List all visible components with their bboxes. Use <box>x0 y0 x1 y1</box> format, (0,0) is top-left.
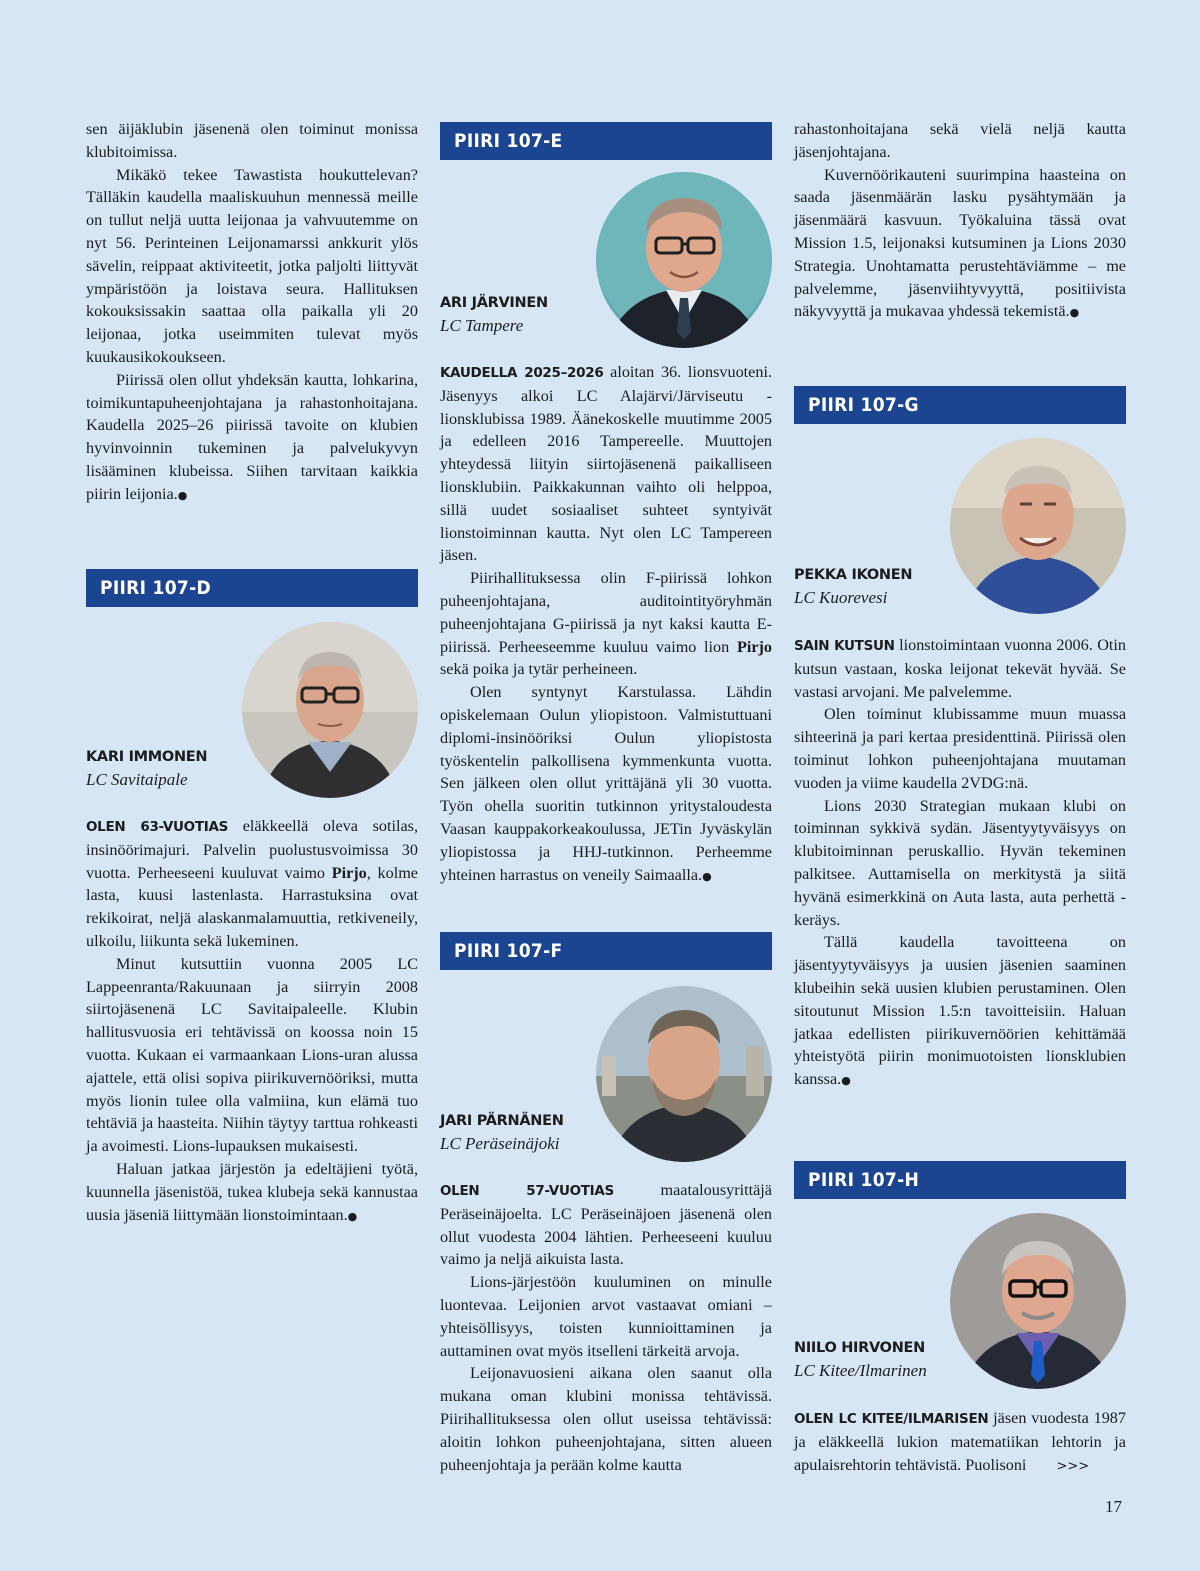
end-mark-icon: ● <box>177 488 188 502</box>
paragraph: Lions-järjestöön kuuluminen on minulle luontevaa. Leijonien arvot vastaavat omiani – yhteisöllisyys, toisten kunnioittaminen ja auttaminen ovat myös itselleni tärkeitä arvoja. <box>440 1273 772 1360</box>
end-mark-icon: ● <box>702 869 712 883</box>
person-club: LC Kuorevesi <box>794 588 888 607</box>
person-club: LC Savitaipale <box>86 770 188 789</box>
portrait-jari-parnanen <box>596 986 772 1162</box>
portrait-icon <box>950 1213 1126 1389</box>
paragraph: Mikäkö tekee Tawastista houkuttelevan? Tälläkin kaudella maaliskuuhun mennessä meille on tullut neljä uutta leijonaa ja vahvuutemme on nyt 56. Perinteinen Leijonamarssi ankkurit ylös sävelin, reippaat aktiviteetit, jotka paljolti liittyvät ympäristöön ja loistava seura. Hallituksen kokouksissakin saattaa olla paikalla yli 20 leijonaa, jotka useimmiten tulevat myös kuukausikokoukseen. <box>86 165 418 366</box>
paragraph: Lions 2030 Strategian mukaan klubi on toiminnan sykkivä sydän. Jäsentyytyväisyys on klubitoiminnan peruskallio. Hyvän tekeminen palkitsee. Auttamisella on merkitystä ja siitä hyvänä esimerkkinä on Auta lasta, auta perhettä -keräys. <box>794 796 1126 929</box>
lead-in: KAUDELLA 2025–2026 <box>440 365 604 381</box>
paragraph: KAUDELLA 2025–2026 aloitan 36. lionsvuoteni. Jäsenyys alkoi LC Alajärvi/Järviseutu -lionsklubissa 1989. Äänekoskelle muutimme 2005 ja edelleen 2016 Tampereelle. Muuttojen yhteydessä liityin siirtojäsenenä paikalliseen lionsklubiin. Paikkakunnan vaihto oli helppoa, sillä uudet sosiaaliset suhteet syntyivät lionstoiminnan kautta. Nyt olen LC Tampereen jäsen. <box>440 363 772 565</box>
portrait-pekka-ikonen <box>950 438 1126 614</box>
paragraph: rahastonhoitajana sekä vielä neljä kautta jäsenjohtajana. <box>794 120 1126 161</box>
portrait-icon <box>242 622 418 798</box>
section-h-text <box>794 1407 1126 1478</box>
paragraph: Olen toiminut klubissamme muun muassa sihteerinä ja pari kertaa presidenttinä. Piirissä olen toiminut lohkon puheenjohtajana muutaman vuoden ja viime kaudella 2VDG:nä. <box>794 705 1126 792</box>
person-name: PEKKA IKONEN <box>794 567 913 583</box>
section-d-text <box>86 815 418 1228</box>
section-band-107-h: PIIRI 107-H <box>794 1161 1126 1199</box>
person-club: LC Peräseinäjoki <box>440 1134 560 1153</box>
paragraph: Minut kutsuttiin vuonna 2005 LC Lappeenranta/Rakuunaan ja siirryin 2008 siirtojäsenenä LC Savitaipaleelle. Klubin hallitusvuosia eri tehtävissä on koossa noin 15 vuotta. Kukaan ei varmaankaan Lions-uran alussa ajattele, että olisi sopiva piirikuvernööriksi, mutta myös lionin tulee olla valmiina, kun elämä tuo tehtäviä ja haasteita. Niihin täytyy tarttua rohkeasti ja avoimesti. Lions-lupauksen mukaisesti. <box>86 954 418 1156</box>
end-mark-icon: ● <box>841 1074 851 1088</box>
lead-in: OLEN 63-VUOTIAS <box>86 819 229 835</box>
person-name: KARI IMMONEN <box>86 749 208 765</box>
person-club: LC Kitee/Ilmarinen <box>794 1361 927 1380</box>
column-3 <box>794 0 1126 1571</box>
paragraph: Olen syntynyt Karstulassa. Lähdin opiskelemaan Oulun yliopistoon. Valmistuttuani diplomi-insinööriksi Oulun yliopistosta työskentelin palkollisena kymmenkunta vuotta. Sen jälkeen olen ollut yrittäjänä yli 30 vuotta. Työn ohella suoritin tutkinnon yritystaloudesta Vaasan kauppakorkeakoulussa, JETin Jyväskylän yliopistossa ja HHJ-tutkinnon. Perheemme yhteinen harrastus on veneily Saimaalla.● <box>440 683 772 884</box>
person-name: JARI PÄRNÄNEN <box>440 1113 564 1129</box>
paragraph: Piirissä olen ollut yhdeksän kautta, lohkarina, toimikuntapuheenjohtajana ja rahastonhoitajana. Kaudella 2025–26 piirissä tavoite on klubien hyvinvoinnin tukeminen ja palvelukyvyn lisääminen klubeissa. Siihen tarvitaan kaikkia piirin leijonia.● <box>86 370 418 503</box>
page-number: 17 <box>1105 1497 1122 1516</box>
column-1 <box>86 0 418 1571</box>
end-mark-icon: ● <box>347 1209 358 1223</box>
portrait-icon <box>596 986 772 1162</box>
continue-arrows: >>> <box>1056 1458 1090 1474</box>
portrait-kari-immonen <box>242 622 418 798</box>
section-band-107-f: PIIRI 107-F <box>440 932 772 970</box>
person-name: NIILO HIRVONEN <box>794 1340 925 1356</box>
paragraph: SAIN KUTSUN lionstoimintaan vuonna 2006. Otin kutsun vastaan, koska leijonat tekevät hyvää. Se vastasi arvojani. Me palvelemme. <box>794 636 1126 701</box>
person-name: ARI JÄRVINEN <box>440 295 548 311</box>
section-f-continued-text <box>794 118 1126 325</box>
end-mark-icon: ● <box>1069 306 1080 320</box>
paragraph: OLEN LC KITEE/ILMARISEN jäsen vuodesta 1987 ja eläkkeellä lukion matematiikan lehtorin ja apulaisrehtorin tehtävistä. Puolisoni >>> <box>794 1409 1126 1474</box>
paragraph: Tällä kaudella tavoitteena on jäsentyytyväisyys ja uusien jäsenien saaminen klubeihin sekä uusien klubien perustaminen. Olen sitoutunut Mission 1.5:n tavoitteisiin. Haluan jatkaa edellisten piirikuvernöörien kehittämää yhteistyötä piirin monimuotoisten lionsklubien kanssa.● <box>794 933 1126 1089</box>
person-club: LC Tampere <box>440 316 524 335</box>
paragraph: Kuvernöörikauteni suurimpina haasteina on saada jäsenmäärän lasku pysähtymään ja jäsenmäärä kasvuun. Työkaluina tässä ovat Mission 1.5, leijonaksi kutsuminen ja Lions 2030 Strategia. Unohtamatta perustehtäviämme – me palvelemme, jäsenviihtyvyyttä, positiivista näkyvyyttä ja mukavaa yhdessä tekemistä.● <box>794 165 1126 321</box>
section-band-107-g: PIIRI 107-G <box>794 386 1126 424</box>
paragraph: OLEN 63-VUOTIAS eläkkeellä oleva sotilas, insinöörimajuri. Palvelin puolustusvoimissa 30 vuotta. Perheeseeni kuuluvat vaimo Pirjo, kolme lasta, kuusi lastenlasta. Harrastuksina ovat rekikoirat, neljä alaskanmalamuuttia, retkiveneily, ulkoilu, liikunta sekä lukeminen. <box>86 817 419 950</box>
paragraph: Leijonavuosieni aikana olen saanut olla mukana oman klubini monissa tehtävissä. Piirihallituksessa olen ollut useissa tehtävissä: aloitin lohkon puheenjohtajana, sitten alueen puheenjohtaja ja perään kolme kautta <box>440 1364 772 1474</box>
section-band-107-e: PIIRI 107-E <box>440 122 772 160</box>
section-f-text <box>440 1179 772 1476</box>
lead-in: SAIN KUTSUN <box>794 638 895 654</box>
portrait-niilo-hirvonen <box>950 1213 1126 1389</box>
paragraph: OLEN 57-VUOTIAS maatalousyrittäjä Peräseinäjoelta. LC Peräseinäjoen jäsenenä olen ollut vuodesta 2004 lähtien. Perheeseeni kuuluu vaimo ja neljä aikuista lasta. <box>440 1181 772 1269</box>
paragraph: Haluan jatkaa järjestön ja edeltäjieni työtä, kuunnella jäsenistöä, tukea klubeja sekä kannustaa uusia jäseniä liittymään lionstoimintaan.● <box>86 1159 418 1224</box>
paragraph: Piirihallituksessa olin F-piirissä lohkon puheenjohtajana, auditointityöryhmän puheenjohtajana G-piirissä ja nyt kaksi kautta E-piirissä. Perheeseemme kuuluu vaimo lion Pirjo sekä poika ja tytär perheineen. <box>440 569 772 679</box>
portrait-icon <box>596 172 772 348</box>
intro-text <box>86 118 418 508</box>
section-band-107-d: PIIRI 107-D <box>86 569 418 607</box>
portrait-icon <box>950 438 1126 614</box>
lead-in: OLEN 57-VUOTIAS <box>440 1183 614 1199</box>
column-2 <box>440 0 772 1571</box>
paragraph: sen äijäklubin jäsenenä olen toiminut monissa klubitoimissa. <box>86 120 418 161</box>
section-e-text <box>440 361 772 888</box>
lead-in: OLEN LC KITEE/ILMARISEN <box>794 1411 989 1427</box>
section-g-text <box>794 634 1126 1093</box>
portrait-ari-jarvinen <box>596 172 772 348</box>
